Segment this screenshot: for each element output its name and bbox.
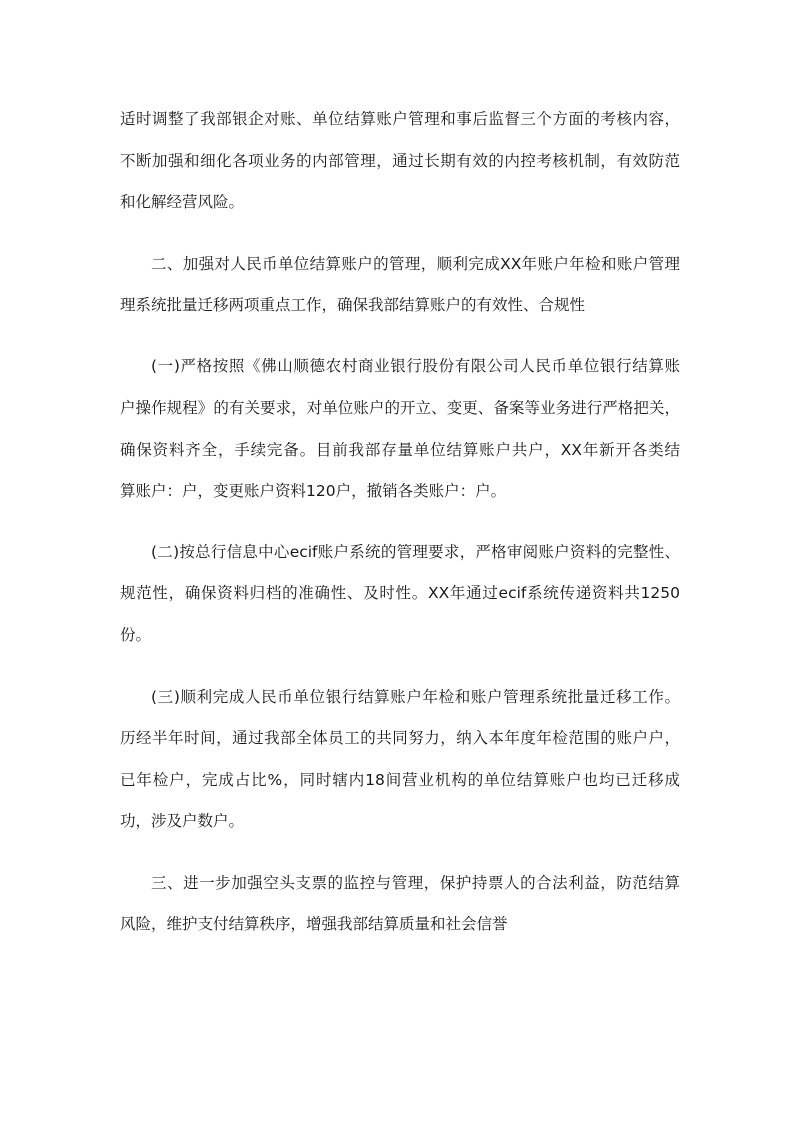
- section-heading-line: 理系统批量迁移两项重点工作，确保我部结算账户的有效性、合规性: [120, 296, 586, 314]
- paragraph-line: 适时调整了我部银企对账、单位结算账户管理和事后监督三个方面的考核内容，: [120, 110, 680, 128]
- section-heading-line: 三、进一步加强空头支票的监控与管理，保护持票人的合法利益，防范结算: [151, 874, 680, 892]
- paragraph-line: 已年检户，完成占比%，同时辖内18间营业机构的单位结算账户也均已迁移成: [120, 771, 680, 789]
- paragraph-line: 算账户：户，变更账户资料120户，撤销各类账户：户。: [120, 482, 507, 500]
- paragraph-line: 户操作规程》的有关要求，对单位账户的开立、变更、备案等业务进行严格把关，: [120, 399, 680, 417]
- paragraph-line: 规范性，确保资料归档的准确性、及时性。XX年通过ecif系统传递资料共1250: [120, 584, 680, 602]
- paragraph-line: (二)按总行信息中心ecif账户系统的管理要求，严格审阅账户资料的完整性、: [151, 543, 680, 561]
- section-heading-line: 二、加强对人民币单位结算账户的管理，顺利完成XX年账户年检和账户管理: [151, 255, 680, 273]
- paragraph-line: 确保资料齐全，手续完备。目前我部存量单位结算账户共户，XX年新开各类结: [120, 441, 680, 459]
- paragraph-line: (一)严格按照《佛山顺德农村商业银行股份有限公司人民币单位银行结算账: [151, 357, 680, 375]
- paragraph-line: 份。: [120, 626, 152, 644]
- paragraph-line: (三)顺利完成人民币单位银行结算账户年检和账户管理系统批量迁移工作。: [151, 688, 680, 706]
- paragraph-line: 历经半年时间，通过我部全体员工的共同努力，纳入本年度年检范围的账户户，: [120, 729, 680, 747]
- section-heading-line: 风险，维护支付结算秩序，增强我部结算质量和社会信誉: [120, 915, 508, 933]
- paragraph-line: 功，涉及户数户。: [120, 812, 245, 830]
- paragraph-line: 和化解经营风险。: [120, 193, 245, 211]
- paragraph-line: 不断加强和细化各项业务的内部管理，通过长期有效的内控考核机制，有效防范: [120, 152, 680, 170]
